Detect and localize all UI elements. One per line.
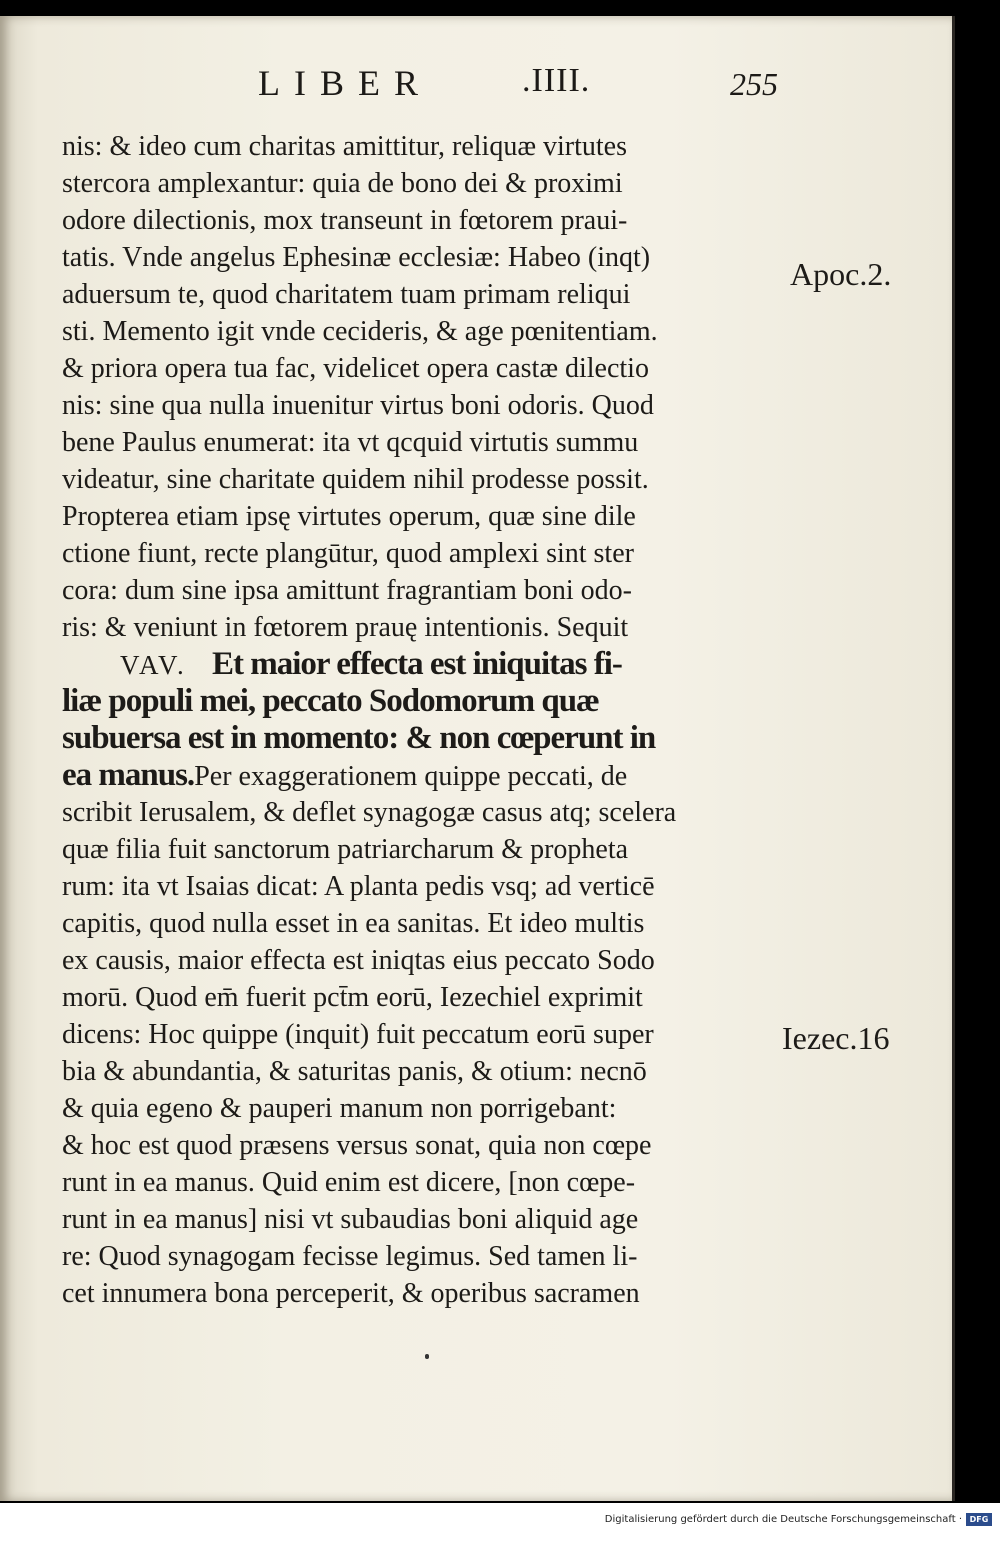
text-line: nis: sine qua nulla inuenitur virtus boni odoris. Quod	[62, 390, 654, 421]
text-line: runt in ea manus] nisi vt subaudias boni aliquid age	[62, 1204, 639, 1235]
text-line: ctione fiunt, recte plangūtur, quod amplexi sint ster	[62, 538, 634, 569]
main-text-block	[62, 128, 782, 1312]
funding-credit: Digitalisierung gefördert durch die Deutsche Forschungsgemeinschaft ·	[604, 1514, 962, 1525]
footer-bar	[0, 1503, 1000, 1541]
text-line: nis: & ideo cum charitas amittitur, reliquæ virtutes	[62, 131, 627, 162]
ink-speck	[425, 1354, 429, 1359]
text-line: & quia egeno & pauperi manum non porrigebant:	[62, 1093, 617, 1124]
text-line: cet innumera bona perceperit, & operibus sacramen	[62, 1278, 640, 1309]
text-line: ex causis, maior effecta est iniqtas eius peccato Sodo	[62, 945, 655, 976]
book-page	[0, 16, 955, 1501]
page-number: 255	[730, 66, 778, 102]
text-line: rum: ita vt Isaias dicat: A planta pedis vsq; ad verticē	[62, 871, 655, 902]
text-line: capitis, quod nulla esset in ea sanitas. Et ideo multis	[62, 908, 645, 939]
text-line: cora: dum sine ipsa amittunt fragrantiam boni odo-	[62, 575, 632, 606]
text-line: re: Quod synagogam fecisse legimus. Sed tamen li-	[62, 1241, 638, 1272]
verse-lemma: ea manus.	[62, 757, 195, 793]
text-line: dicens: Hoc quippe (inquit) fuit peccatum eorū super	[62, 1019, 654, 1050]
text-line: ris: & veniunt in fœtorem prauę intentionis. Sequit	[62, 612, 629, 643]
text-line: quæ filia fuit sanctorum patriarcharum & propheta	[62, 834, 629, 865]
text-line: & hoc est quod præsens versus sonat, quia non cœpe	[62, 1130, 652, 1161]
text-line: scribit Ierusalem, & deflet synagogæ casus atq; scelera	[62, 797, 677, 828]
dfg-logo-icon[interactable]: DFG	[966, 1513, 992, 1526]
text-line: sti. Memento igit vnde cecideris, & age pœnitentiam.	[62, 316, 658, 347]
margin-note-iezec: Iezec.16	[782, 1020, 890, 1056]
text-line: & priora opera tua fac, videlicet opera castæ dilectio	[62, 353, 649, 384]
running-head-title: LIBER	[258, 63, 432, 103]
commentary-text: Per exaggerationem quippe peccati, de	[194, 761, 628, 792]
text-line: morū. Quod em̄ fuerit pct̄m eorū, Iezechiel exprimit	[62, 982, 643, 1013]
margin-note-apoc: Apoc.2.	[790, 256, 892, 292]
running-head	[0, 62, 952, 112]
text-line: runt in ea manus. Quid enim est dicere, [non cœpe-	[62, 1167, 636, 1198]
verse-line	[62, 646, 782, 683]
text-line: odore dilectionis, mox transeunt in fœtorem praui-	[62, 205, 628, 236]
text-line: aduersum te, quod charitatem tuam primam reliqui	[62, 279, 631, 310]
verse-label-vav: VAV.	[120, 650, 187, 680]
verse-line: subuersa est in momento: & non cœperunt in	[62, 720, 656, 756]
running-head-book-number: .IIII.	[522, 62, 591, 99]
verse-text: Et maior effecta est iniquitas fi-	[212, 646, 622, 682]
verse-line	[62, 757, 782, 794]
text-line: videatur, sine charitate quidem nihil prodesse possit.	[62, 464, 649, 495]
text-line: Propterea etiam ipsę virtutes operum, quæ sine dile	[62, 501, 636, 532]
text-line: tatis. Vnde angelus Ephesinæ ecclesiæ: Habeo (inqt)	[62, 242, 651, 273]
text-line: stercora amplexantur: quia de bono dei & proximi	[62, 168, 623, 199]
text-line: bene Paulus enumerat: ita vt qcquid virtutis summu	[62, 427, 639, 458]
text-line: bia & abundantia, & saturitas panis, & otium: necnō	[62, 1056, 647, 1087]
verse-line: liæ populi mei, peccato Sodomorum quæ	[62, 683, 599, 719]
